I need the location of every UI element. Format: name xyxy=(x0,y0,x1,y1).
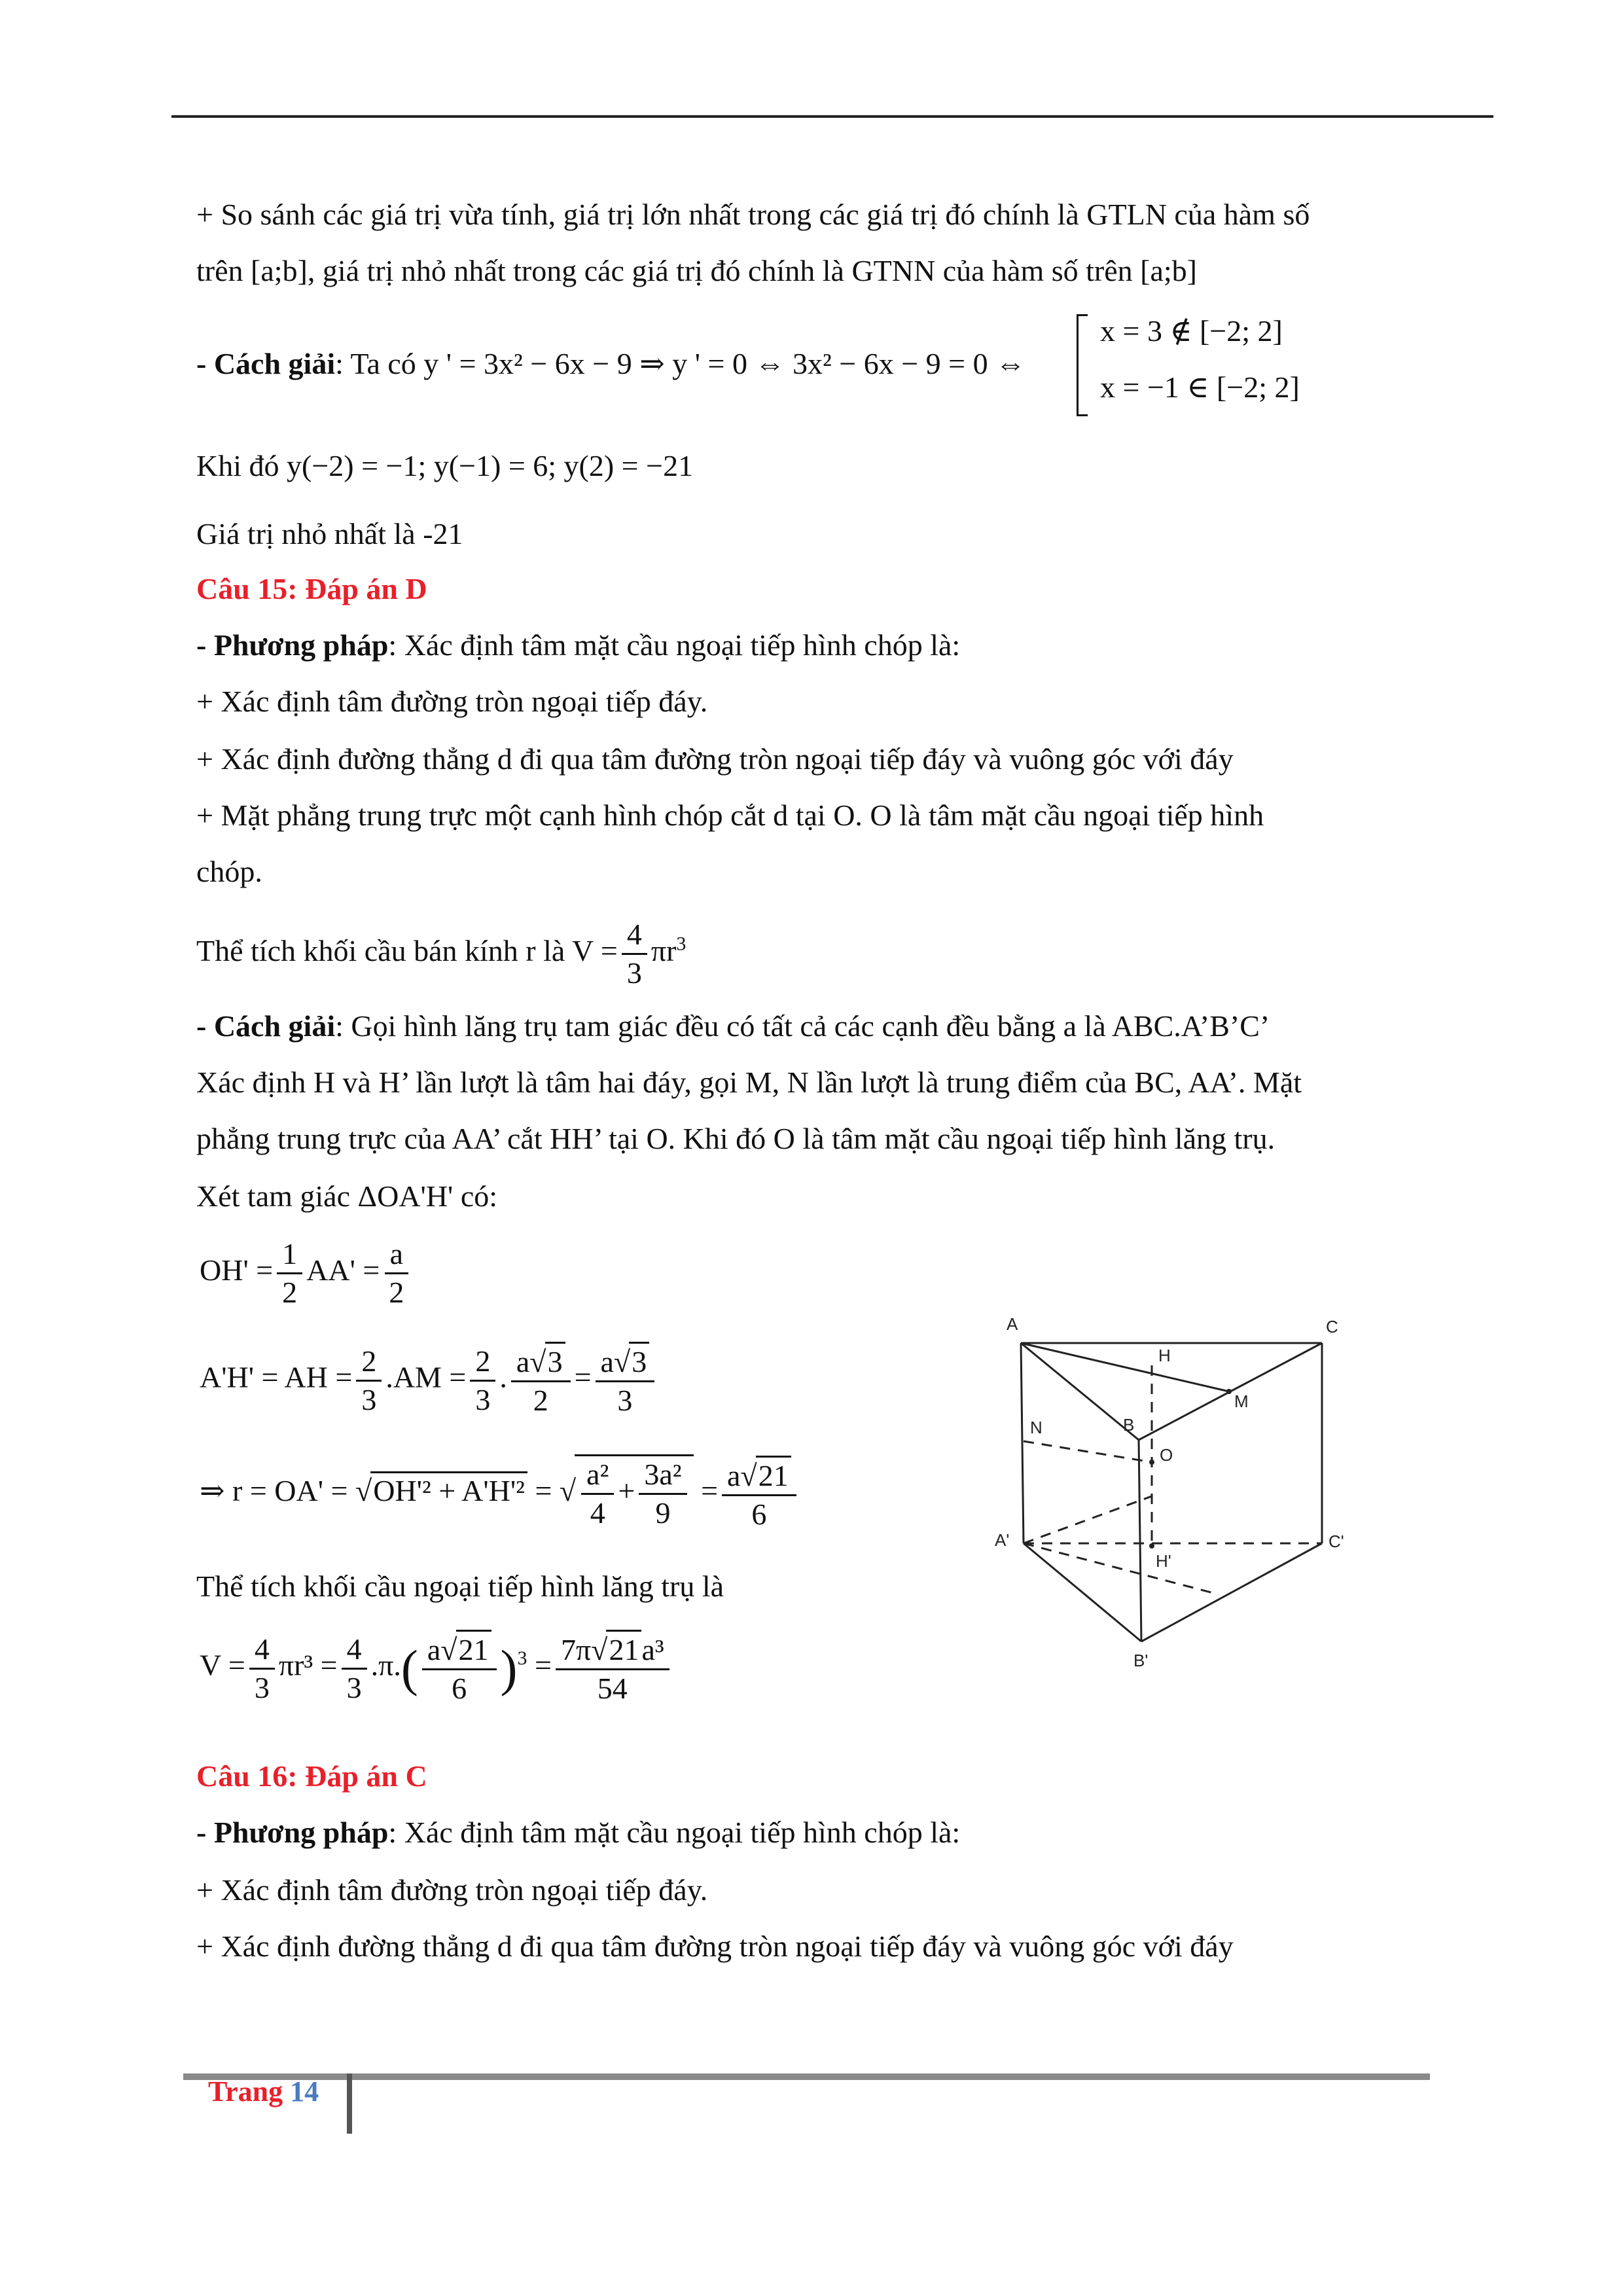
label-b: B xyxy=(1123,1415,1135,1435)
q14-system xyxy=(1077,309,1312,420)
label-c-prime: C' xyxy=(1329,1532,1344,1551)
label-b-prime: B' xyxy=(1133,1651,1149,1670)
volume-formula: V = $\frac{4}{3}$ $\pi r^3$ xyxy=(572,918,687,990)
q15-solution-line xyxy=(196,1007,1270,1046)
q14-solution-label: - Cách giải xyxy=(196,347,336,380)
q16-step-2: + Xác định đường thẳng d đi qua tâm đường tròn ngoại tiếp đáy và vuông góc với đáy xyxy=(196,1929,1234,1963)
label-a: A xyxy=(1007,1314,1018,1334)
label-a-prime: A' xyxy=(995,1530,1010,1550)
label-h-prime: H' xyxy=(1156,1551,1171,1571)
q15-step-3b: chóp. xyxy=(196,855,262,888)
q15-method-line xyxy=(196,626,960,665)
footer-divider xyxy=(347,2073,352,2134)
q14-solution-text: : Ta có xyxy=(335,347,424,380)
q15-solution-line-3: phẳng trung trực của AA’ cắt HH’ tại O. Khi đó O là tâm mặt cầu ngoại tiếp hình lăng trụ. xyxy=(196,1122,1275,1155)
q15-step-1: + Xác định tâm đường tròn ngoại tiếp đáy. xyxy=(196,685,708,718)
label-o: O xyxy=(1160,1445,1173,1465)
prism-figure xyxy=(995,1302,1361,1682)
q16-method-line xyxy=(196,1813,960,1852)
q15-solution-label: - Cách giải xyxy=(196,1009,336,1043)
q15-prism-volume-text: Thể tích khối cầu ngoại tiếp hình lăng trụ là xyxy=(196,1570,724,1603)
label-h: H xyxy=(1158,1346,1171,1365)
q14-solution-line xyxy=(196,344,1026,384)
q15-step-3a: + Mặt phẳng trung trực một cạnh hình chóp cắt d tại O. O là tâm mặt cầu ngoại tiếp hình xyxy=(196,798,1264,832)
q15-method-text: : Xác định tâm mặt cầu ngoại tiếp hình chóp là: xyxy=(388,628,961,662)
q15-heading: Câu 15: Đáp án D xyxy=(196,572,427,605)
page-value: 14 xyxy=(290,2075,319,2108)
q15-xet-text: Xét tam giác xyxy=(196,1179,358,1213)
label-m: M xyxy=(1234,1391,1249,1411)
q16-method-label: - Phương pháp xyxy=(196,1816,389,1849)
q16-step-1: + Xác định tâm đường tròn ngoại tiếp đáy. xyxy=(196,1873,708,1907)
formula-r: ⇒ r = OA' = √OH'² + A'H'² = √ $\frac{\text{a²}}{4}$ + $\frac{\text{3a²}}{9}$ = $\frac{a√21}{6}$ xyxy=(200,1454,800,1533)
q14-values-line xyxy=(196,446,693,486)
q14-root-1: x = 3 ∉ [−2; 2] xyxy=(1100,314,1283,348)
q15-co-text: có: xyxy=(453,1179,498,1213)
header-rule xyxy=(171,115,1493,118)
q15-solution-text: : Gọi hình lăng trụ tam giác đều có tất cả các cạnh đều bằng a là ABC.A’B’C’ xyxy=(335,1009,1270,1043)
page-label: Trang xyxy=(208,2075,283,2108)
triangle-oah: ΔOA'H' xyxy=(357,1179,454,1213)
page-number xyxy=(208,2075,319,2108)
q16-heading: Câu 16: Đáp án C xyxy=(196,1759,427,1793)
q14-khi-do: Khi đó xyxy=(196,449,287,482)
q15-volume-text: Thể tích khối cầu bán kính r là xyxy=(196,934,572,968)
q15-method-label: - Phương pháp xyxy=(196,628,389,662)
q15-volume-line xyxy=(196,916,686,992)
q14-values: y(−2) = −1; y(−1) = 6; y(2) = −21 xyxy=(287,449,694,482)
q14-min-text: Giá trị nhỏ nhất là -21 xyxy=(196,517,463,550)
q15-step-2: + Xác định đường thẳng d đi qua tâm đường tròn ngoại tiếp đáy và vuông góc với đáy xyxy=(196,742,1234,776)
q15-solution-line-2: Xác định H và H’ lần lượt là tâm hai đáy, gọi M, N lần lượt là trung điểm của BC, AA’. Mặt xyxy=(196,1066,1302,1099)
q14-derivative: y ' = 3x² − 6x − 9 ⇒ y ' = 0 ⇔ 3x² − 6x − 9 = 0 ⇔ xyxy=(423,347,1026,380)
intro-line-1: + So sánh các giá trị vừa tính, giá trị lớn nhất trong các giá trị đó chính là GTLN của hàm số xyxy=(196,198,1310,231)
q16-method-text: : Xác định tâm mặt cầu ngoại tiếp hình chóp là: xyxy=(388,1816,961,1849)
label-c: C xyxy=(1326,1317,1338,1336)
q14-root-2: x = −1 ∈ [−2; 2] xyxy=(1100,370,1300,404)
intro-line-2: trên [a;b], giá trị nhỏ nhất trong các giá trị đó chính là GTNN của hàm số trên [a;b] xyxy=(196,254,1197,287)
footer-rule xyxy=(183,2073,1430,2080)
formula-oh: OH' = $\frac{1}{2}$ AA' = $\frac{a}{2}$ xyxy=(200,1236,413,1311)
q15-solution-line-4 xyxy=(196,1177,497,1216)
formula-ah: A'H' = AH = $\frac{2}{3}$ .AM = $\frac{2}{3}$ . $\frac{a√3}{2}$ = $\frac{a√3}{3}$ xyxy=(200,1342,658,1419)
formula-volume-final: V = $\frac{4}{3}$ πr³ = $\frac{4}{3}$ .π.( $\frac{a√21}{6}$ )$^3$ = $\frac{\text{7π√21a³}}{54}$ xyxy=(200,1630,673,1707)
label-n: N xyxy=(1030,1418,1043,1437)
